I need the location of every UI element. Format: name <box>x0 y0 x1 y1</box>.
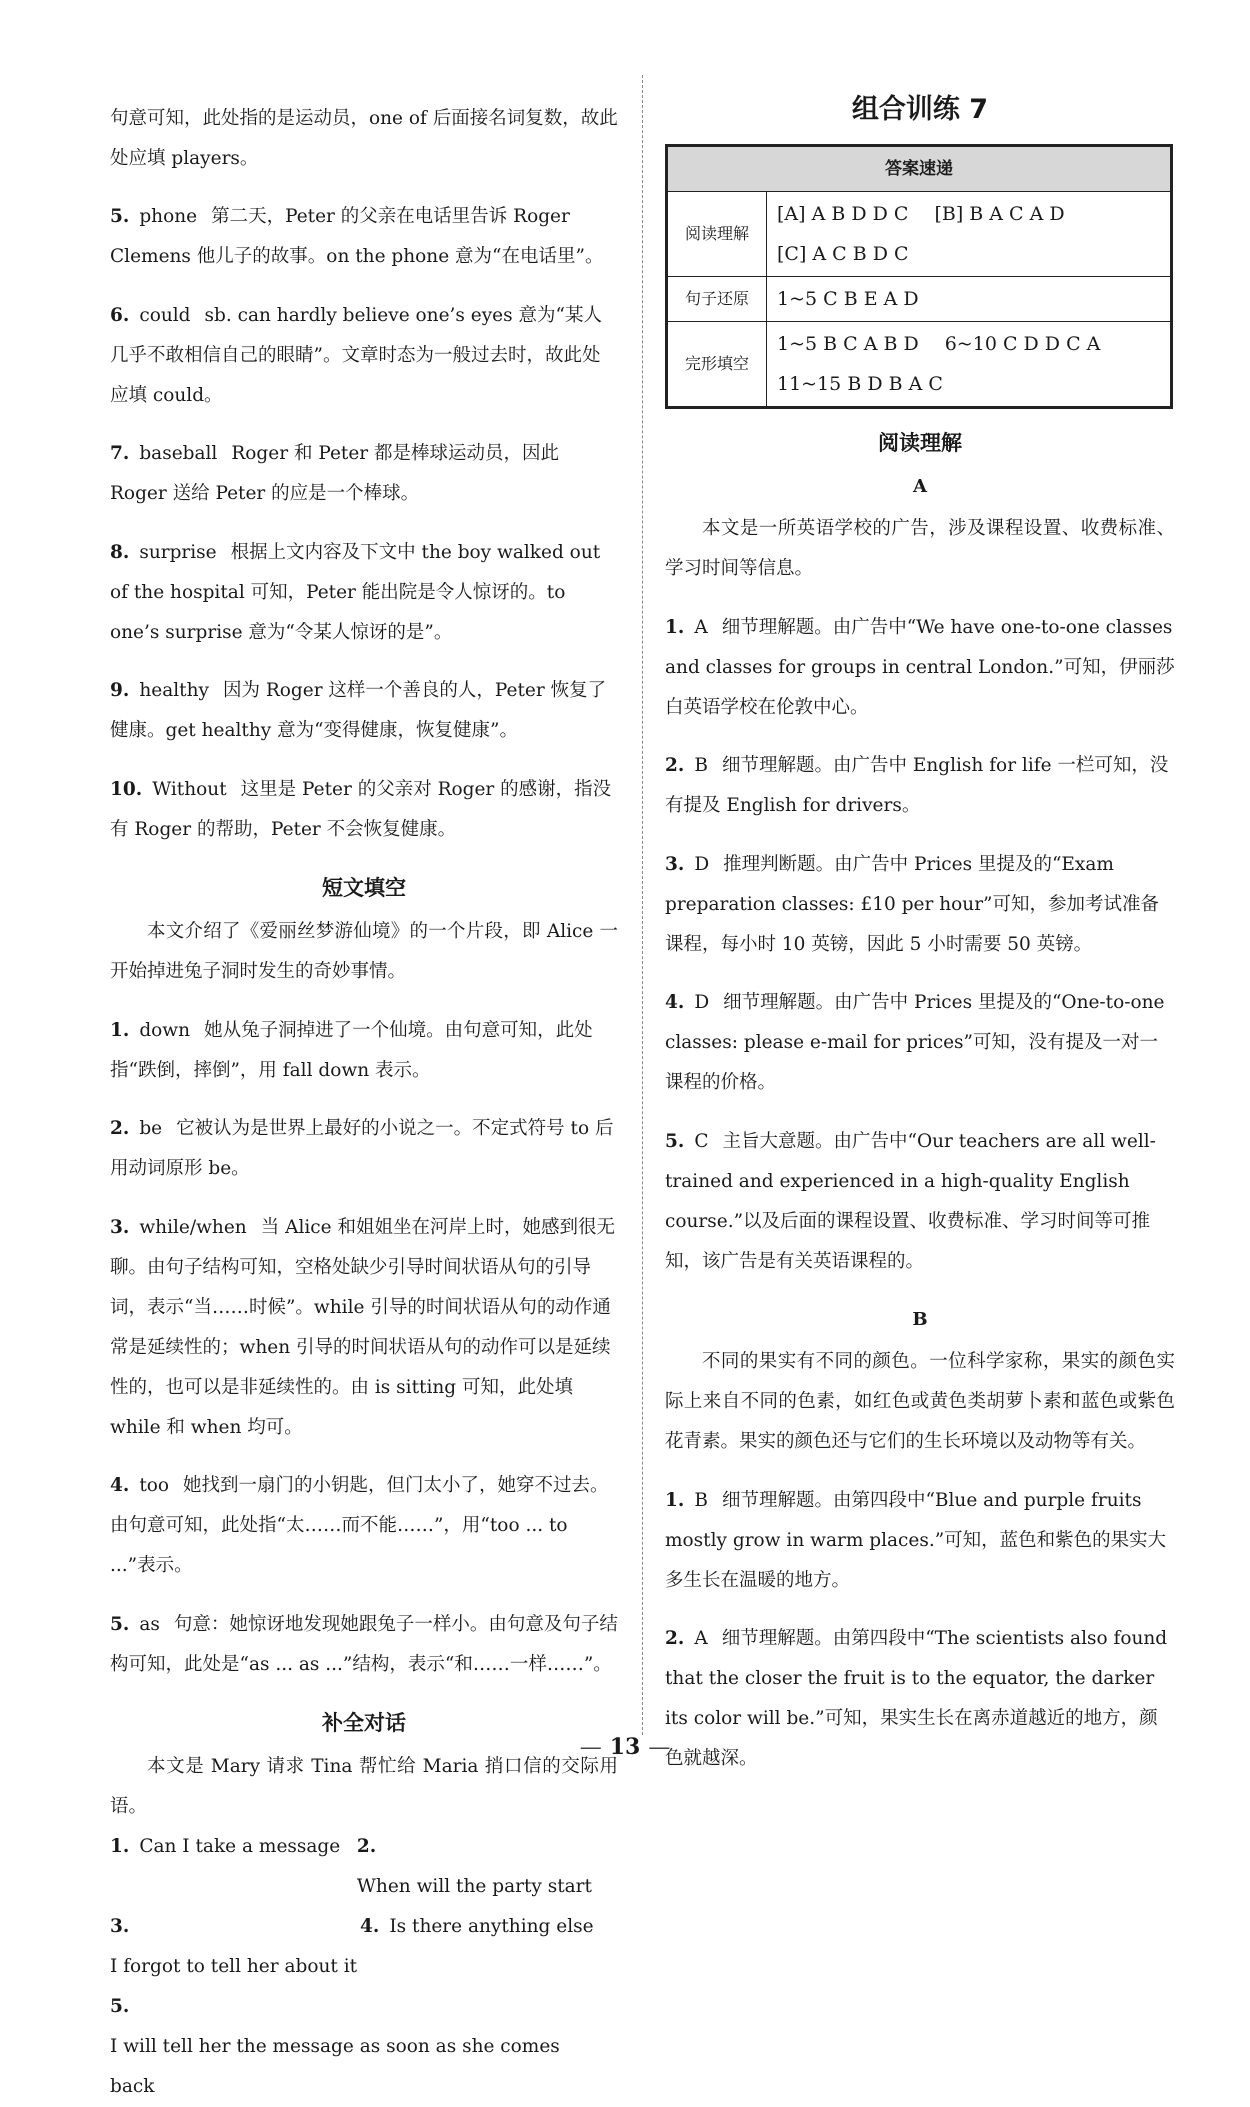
item-answer: phone <box>139 206 198 227</box>
dialogue-answers <box>110 1827 618 2107</box>
item-explanation: 她找到一扇门的小钥匙，但门太小了，她穿不过去。由句意可知，此处指“太……而不能……”，用“too ... to ...”表示。 <box>110 1475 609 1576</box>
answer-key-row <box>667 277 1172 322</box>
column-divider <box>642 75 643 1735</box>
item-number: 6. <box>110 304 130 326</box>
row-label: 阅读理解 <box>667 192 767 277</box>
page-number: — 13 — <box>579 1734 671 1760</box>
part-label-a: A <box>913 476 927 497</box>
answer-item <box>110 770 618 850</box>
item-answer: baseball <box>139 443 218 464</box>
section-heading-dialogue: 补全对话 <box>322 1711 406 1735</box>
left-answers-a <box>110 197 618 850</box>
item-explanation: 细节理解题。由第四段中“Blue and purple fruits mostly grow in warm places.”可知，蓝色和紫色的果实大多生长在温暖的地方。 <box>665 1489 1167 1591</box>
left-column <box>110 80 618 2107</box>
item-number: 9. <box>110 680 130 701</box>
answer-line: 1~5 B C A B D <box>777 333 919 355</box>
item-explanation: 根据上文内容及下文中 the boy walked out of the hospital 可知，Peter 能出院是令人惊讶的。to one’s surprise 意为“令某人惊讶的是”。 <box>110 541 601 643</box>
item-answer: Is there anything else <box>389 1916 594 1937</box>
left-answers-b <box>110 1011 618 1685</box>
item-number: 5. <box>110 1613 130 1635</box>
dialogue-row <box>110 1907 618 1987</box>
item-explanation: 当 Alice 和姐姐坐在河岸上时，她感到很无聊。由句子结构可知，空格处缺少引导时间状语从句的引导词，表示“当……时候”。while 引导的时间状语从句的动作通常是延续性的；when 引导的时间状语从句的动作可以是延续性的，也可以是非延续性的。由 is sitting 可知，此处填 while 和 when 均可。 <box>110 1216 615 1438</box>
item-explanation: 推理判断题。由广告中 Prices 里提及的“Exam preparation classes: £10 per hour”可知，参加考试准备课程，每小时 10 英镑，因此 5 小时需要 50 英镑。 <box>665 853 1159 955</box>
dialogue-intro: 本文是 Mary 请求 Tina 帮忙给 Maria 捎口信的交际用语。 <box>110 1756 618 1817</box>
item-answer: as <box>139 1613 160 1635</box>
answer-key-row <box>667 192 1172 277</box>
answer-key-row <box>667 322 1172 408</box>
short-passage-intro: 本文介绍了《爱丽丝梦游仙境》的一个片段，即 Alice 一开始掉进兔子洞时发生的奇妙事情。 <box>110 921 618 982</box>
item-explanation: 细节理解题。由第四段中“The scientists also found that the closer the fruit is to the equator, the darker its color will be.”可知，果实生长在离赤道越近的地方，颜色就越深。 <box>665 1628 1168 1769</box>
answer-line: [B] B A C A D <box>934 203 1065 225</box>
answer-item <box>110 1208 618 1448</box>
item-number: 5. <box>665 1130 685 1152</box>
item-answer: D <box>694 853 710 875</box>
item-explanation: 这里是 Peter 的父亲对 Roger 的感谢，指没有 Roger 的帮助，Peter 不会恢复健康。 <box>110 778 612 840</box>
item-explanation: Roger 和 Peter 都是棒球运动员，因此 Roger 送给 Peter 的应是一个棒球。 <box>110 443 559 504</box>
item-number: 2. <box>110 1118 130 1139</box>
row-answers <box>767 322 1172 408</box>
item-number: 5. <box>110 206 130 227</box>
answer-line: 6~10 C D D C A <box>944 333 1101 355</box>
item-explanation: 第二天，Peter 的父亲在电话里告诉 Roger Clemens 他儿子的故事。on the phone 意为“在电话里”。 <box>110 206 604 267</box>
item-answer: Without <box>152 778 227 800</box>
answer-key-table <box>665 144 1173 409</box>
part-b-intro: 不同的果实有不同的颜色。一位科学家称，果实的颜色实际上来自不同的色素，如红色或黄色类胡萝卜素和蓝色或紫色花青素。果实的颜色还与它们的生长环境以及动物等有关。 <box>665 1351 1175 1452</box>
answer-item <box>110 1011 618 1091</box>
item-explanation: 细节理解题。由广告中 Prices 里提及的“One-to-one classes: please e-mail for prices”可知，没有提及一对一课程的价格。 <box>665 992 1165 1093</box>
item-explanation: 因为 Roger 这样一个善良的人，Peter 恢复了健康。get healthy 意为“变得健康，恢复健康”。 <box>110 680 607 741</box>
right-column <box>665 80 1175 1798</box>
row-answers <box>767 277 1172 322</box>
right-answers-a <box>665 608 1175 1282</box>
item-explanation: 她从兔子洞掉进了一个仙境。由句意可知，此处指“跌倒，摔倒”，用 fall down 表示。 <box>110 1019 593 1081</box>
item-number: 3. <box>110 1916 130 1937</box>
answer-item <box>110 1466 618 1586</box>
answer-line: 1~5 C B E A D <box>777 288 919 310</box>
answer-key-header: 答案速递 <box>667 146 1172 192</box>
item-answer: Can I take a message <box>139 1836 341 1857</box>
item-number: 1. <box>110 1836 130 1857</box>
item-explanation: 它被认为是世界上最好的小说之一。不定式符号 to 后用动词原形 be。 <box>110 1118 614 1179</box>
item-answer: A <box>694 616 708 638</box>
section-heading-short-passage: 短文填空 <box>322 876 406 900</box>
item-answer: C <box>694 1130 709 1152</box>
answer-item <box>665 983 1175 1103</box>
answer-line: 11~15 B D B A C <box>777 373 943 395</box>
item-number: 2. <box>665 755 685 776</box>
row-answers <box>767 192 1172 277</box>
answer-line: [C] A C B D C <box>777 243 909 265</box>
item-answer: too <box>139 1475 170 1496</box>
item-number: 8. <box>110 541 130 563</box>
part-a-intro: 本文是一所英语学校的广告，涉及课程设置、收费标准、学习时间等信息。 <box>665 518 1175 579</box>
item-explanation: 主旨大意题。由广告中“Our teachers are all well-trained and experienced in a high-quality English course.”以及后面的课程设置、收费标准、学习时间等可推知，该广告是有关英语课程的。 <box>665 1130 1156 1272</box>
continued-paragraph: 句意可知，此处指的是运动员，one of 后面接名词复数，故此处应填 players。 <box>110 107 618 169</box>
item-number: 1. <box>665 1489 685 1511</box>
answer-line: [A] A B D D C <box>777 203 909 225</box>
item-answer: I will tell her the message as soon as she comes back <box>110 2036 560 2097</box>
answer-item <box>665 608 1175 728</box>
item-answer: D <box>694 992 710 1013</box>
item-number: 2. <box>665 1628 685 1649</box>
item-explanation: sb. can hardly believe one’s eyes 意为“某人几乎不敢相信自己的眼睛”。文章时态为一般过去时，故此处应填 could。 <box>110 304 602 406</box>
answer-item <box>110 1109 618 1189</box>
item-explanation: 句意：她惊讶地发现她跟兔子一样小。由句意及句子结构可知，此处是“as ... as ...”结构，表示“和……一样……”。 <box>110 1613 618 1675</box>
answer-item <box>665 1481 1175 1601</box>
item-number: 5. <box>110 1996 130 2017</box>
item-answer: When will the party start <box>356 1876 592 1897</box>
dialogue-row <box>110 1987 618 2107</box>
item-answer: while/when <box>139 1216 247 1238</box>
item-number: 4. <box>360 1916 380 1937</box>
item-answer: down <box>139 1019 191 1041</box>
answer-item <box>110 434 618 514</box>
answer-item <box>110 533 618 653</box>
answer-item <box>110 296 618 416</box>
item-number: 4. <box>110 1475 130 1496</box>
item-explanation: 细节理解题。由广告中 English for life 一栏可知，没有提及 English for drivers。 <box>665 755 1169 816</box>
item-answer: A <box>694 1628 708 1649</box>
item-number: 7. <box>110 443 130 464</box>
part-label-b: B <box>912 1309 928 1330</box>
item-answer: B <box>694 1489 708 1511</box>
item-explanation: 细节理解题。由广告中“We have one-to-one classes and classes for groups in central London.”可知，伊丽莎白英语学校在伦敦中心。 <box>665 616 1175 718</box>
answer-item <box>110 197 618 277</box>
section-heading-reading: 阅读理解 <box>878 431 962 455</box>
row-label: 句子还原 <box>667 277 767 322</box>
item-answer: healthy <box>139 680 209 701</box>
page-title: 组合训练 7 <box>851 94 989 125</box>
answer-item <box>665 746 1175 826</box>
item-number: 10. <box>110 778 143 800</box>
item-answer: be <box>139 1118 163 1139</box>
item-answer: surprise <box>139 541 217 563</box>
answer-item <box>110 1605 618 1685</box>
item-number: 1. <box>665 616 685 638</box>
item-answer: I forgot to tell her about it <box>110 1956 358 1977</box>
dialogue-row <box>110 1827 618 1907</box>
item-answer: B <box>694 755 708 776</box>
item-answer: could <box>139 304 191 326</box>
item-number: 4. <box>665 992 685 1013</box>
answer-item <box>665 845 1175 965</box>
answer-item <box>110 671 618 751</box>
item-number: 2. <box>356 1836 377 1857</box>
answer-item <box>665 1122 1175 1282</box>
item-number: 3. <box>665 853 685 875</box>
item-number: 3. <box>110 1216 130 1238</box>
item-number: 1. <box>110 1019 130 1041</box>
row-label: 完形填空 <box>667 322 767 408</box>
